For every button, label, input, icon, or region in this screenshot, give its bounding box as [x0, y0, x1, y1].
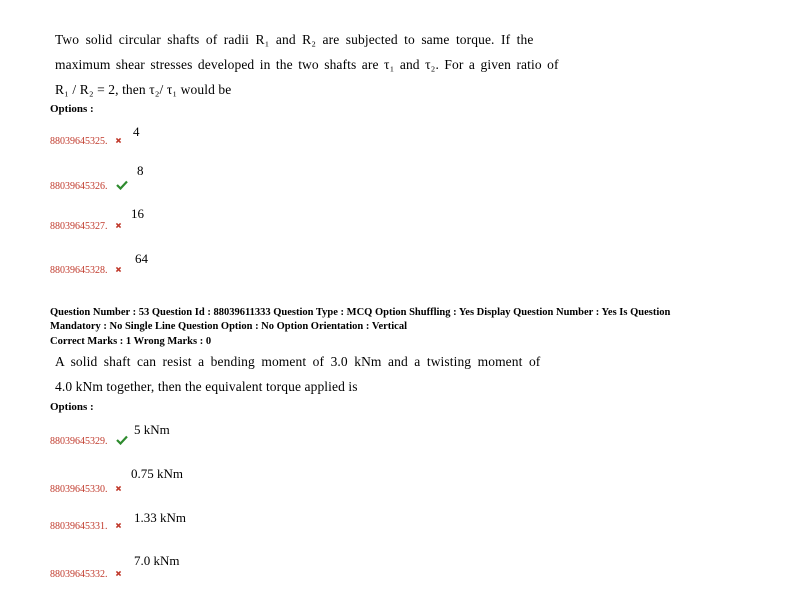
cross-icon	[115, 522, 122, 529]
option-id: 88039645330.	[50, 484, 108, 495]
cross-icon	[115, 485, 122, 492]
cross-icon	[115, 222, 122, 229]
q53-text-line1: A solid shaft can resist a bending moment of 3.0 kNm and a twisting moment of	[55, 354, 541, 369]
cross-icon	[115, 137, 122, 144]
q52-option-2	[50, 176, 128, 194]
q53-meta-line3: Correct Marks : 1 Wrong Marks : 0	[50, 336, 212, 347]
check-icon	[116, 435, 128, 445]
q52-option-4-text: 64	[135, 251, 148, 266]
q53-option-1-text: 5 kNm	[134, 422, 170, 437]
q52-option-4	[50, 260, 122, 278]
q52-option-3-text: 16	[131, 206, 144, 221]
option-id: 88039645327.	[50, 221, 108, 232]
q52-option-3	[50, 216, 122, 234]
option-id: 88039645329.	[50, 436, 108, 447]
cross-icon	[115, 266, 122, 273]
q52-options-label: Options :	[50, 103, 94, 115]
q52-text-line1: Two solid circular shafts of radii R₁ and R₂ are subjected to same torque. If the	[55, 32, 534, 47]
q53-meta-line2: Mandatory : No Single Line Question Option : No Option Orientation : Vertical	[50, 321, 408, 332]
check-icon	[116, 180, 128, 190]
q52-option-1	[50, 131, 122, 149]
q53-option-4	[50, 564, 122, 582]
q53-option-2	[50, 479, 122, 497]
q52-text-line2: maximum shear stresses developed in the two shafts are τ₁ and τ₂. For a given ratio of	[55, 57, 559, 72]
q53-option-3	[50, 516, 122, 534]
q53-option-1	[50, 431, 128, 449]
q53-option-2-text: 0.75 kNm	[131, 466, 183, 481]
q52-text-line3: R₁ / R₂ = 2, then τ₂/ τ₁ would be	[55, 82, 232, 97]
option-id: 88039645326.	[50, 181, 108, 192]
cross-icon	[115, 570, 122, 577]
q53-text-line2: 4.0 kNm together, then the equivalent torque applied is	[55, 379, 358, 394]
option-id: 88039645325.	[50, 136, 108, 147]
q53-option-3-text: 1.33 kNm	[134, 510, 186, 525]
q53-option-4-text: 7.0 kNm	[134, 553, 180, 568]
q52-option-1-text: 4	[133, 124, 140, 139]
q53-meta-line1: Question Number : 53 Question Id : 88039611333 Question Type : MCQ Option Shuffling : Yes Display Question Number : Yes Is Question	[50, 307, 671, 318]
option-id: 88039645328.	[50, 265, 108, 276]
q53-options-label: Options :	[50, 401, 94, 413]
q52-option-2-text: 8	[137, 163, 144, 178]
option-id: 88039645332.	[50, 569, 108, 580]
option-id: 88039645331.	[50, 521, 108, 532]
